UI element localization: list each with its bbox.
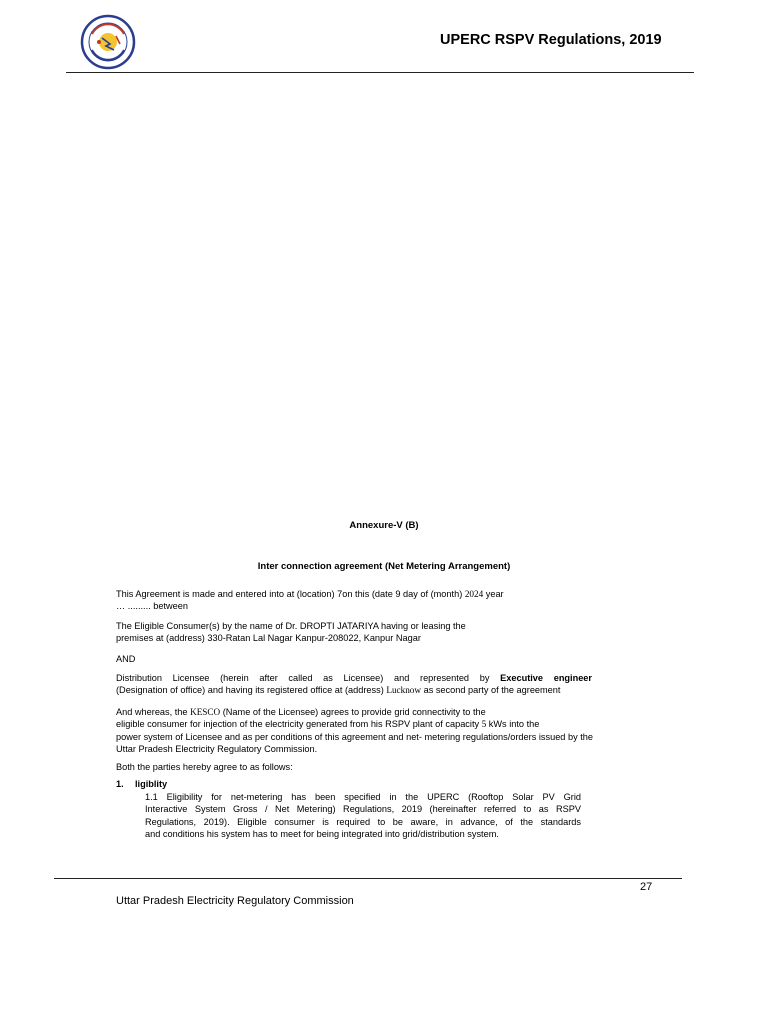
intro-line-1 [116,588,656,600]
page-number: 27 [640,881,653,893]
whereas-paragraph [116,706,656,756]
whereas-line-3: power system of Licensee and as per conditions of this agreement and net- metering regulations/orders issued by the [116,731,593,742]
whereas-text: And whereas, the [116,707,191,717]
intro-year-suffix: year [483,589,504,599]
parties-agree-text: Both the parties hereby agree to as follows: [116,762,293,772]
section-line-2: Interactive System Gross / Net Metering) Regulations, 2019 (hereinafter referred to as RSPV [145,804,581,815]
section-body [145,791,581,841]
uperc-logo [80,14,136,70]
section-line-3: Regulations, 2019). Eligible consumer is required to be aware, in advance, of the standards [145,816,581,827]
annexure-heading: Annexure-V (B) [349,520,419,531]
whereas-connectivity-text: (Name of the Licensee) agrees to provide grid connectivity to the [220,707,486,717]
section-title: ligiblity [135,779,168,789]
and-label: AND [116,654,136,664]
plant-capacity-value: 5 [481,719,487,730]
licensee-address-text: (Designation of office) and having its registered office at (address) [116,685,387,696]
whereas-line-4: Uttar Pradesh Electricity Regulatory Commission. [116,744,318,755]
licensee-role-text: as second party of the agreement [421,685,561,696]
agreement-intro-paragraph [116,588,656,613]
header-title: UPERC RSPV Regulations, 2019 [440,32,662,48]
agreement-title: Inter connection agreement (Net Metering Arrangement) [257,561,511,572]
capacity-unit-text: kWs into the [486,719,540,730]
header-divider [66,72,694,73]
licensee-name: KESCO [190,707,221,717]
footer-divider [54,878,682,879]
whereas-line-1 [116,706,656,718]
section-line-1: 1.1 Eligibility for net-metering has been specified in the UPERC (Rooftop Solar PV Grid [145,792,581,802]
capacity-text: eligible consumer for injection of the electricity generated from his RSPV plant of capacity [116,719,482,730]
licensee-line-2 [116,684,656,696]
consumer-paragraph [116,620,656,645]
licensee-city: Lucknow [386,685,422,696]
section-line-4: and conditions his system has to meet for being integrated into grid/distribution system. [145,829,499,840]
consumer-line-1: The Eligible Consumer(s) by the name of Dr. DROPTI JATARIYA having or leasing the [116,621,466,631]
footer-organization: Uttar Pradesh Electricity Regulatory Commission [116,895,354,907]
consumer-line-2: premises at (address) 330-Ratan Lal Nagar Kanpur-208022, Kanpur Nagar [116,633,421,644]
licensee-line-1 [116,672,592,684]
licensee-text: Distribution Licensee (herein after called as Licensee) and represented by [116,673,490,683]
designation-value: Executive engineer [500,673,592,683]
intro-text: This Agreement is made and entered into at (location) 7on this (date 9 day of (month) [116,589,465,599]
intro-line-2: … ......... between [116,601,189,612]
whereas-line-2 [116,718,656,730]
section-number: 1. [116,779,124,789]
licensee-paragraph [116,672,656,697]
agreement-year: 2024 [464,589,484,599]
